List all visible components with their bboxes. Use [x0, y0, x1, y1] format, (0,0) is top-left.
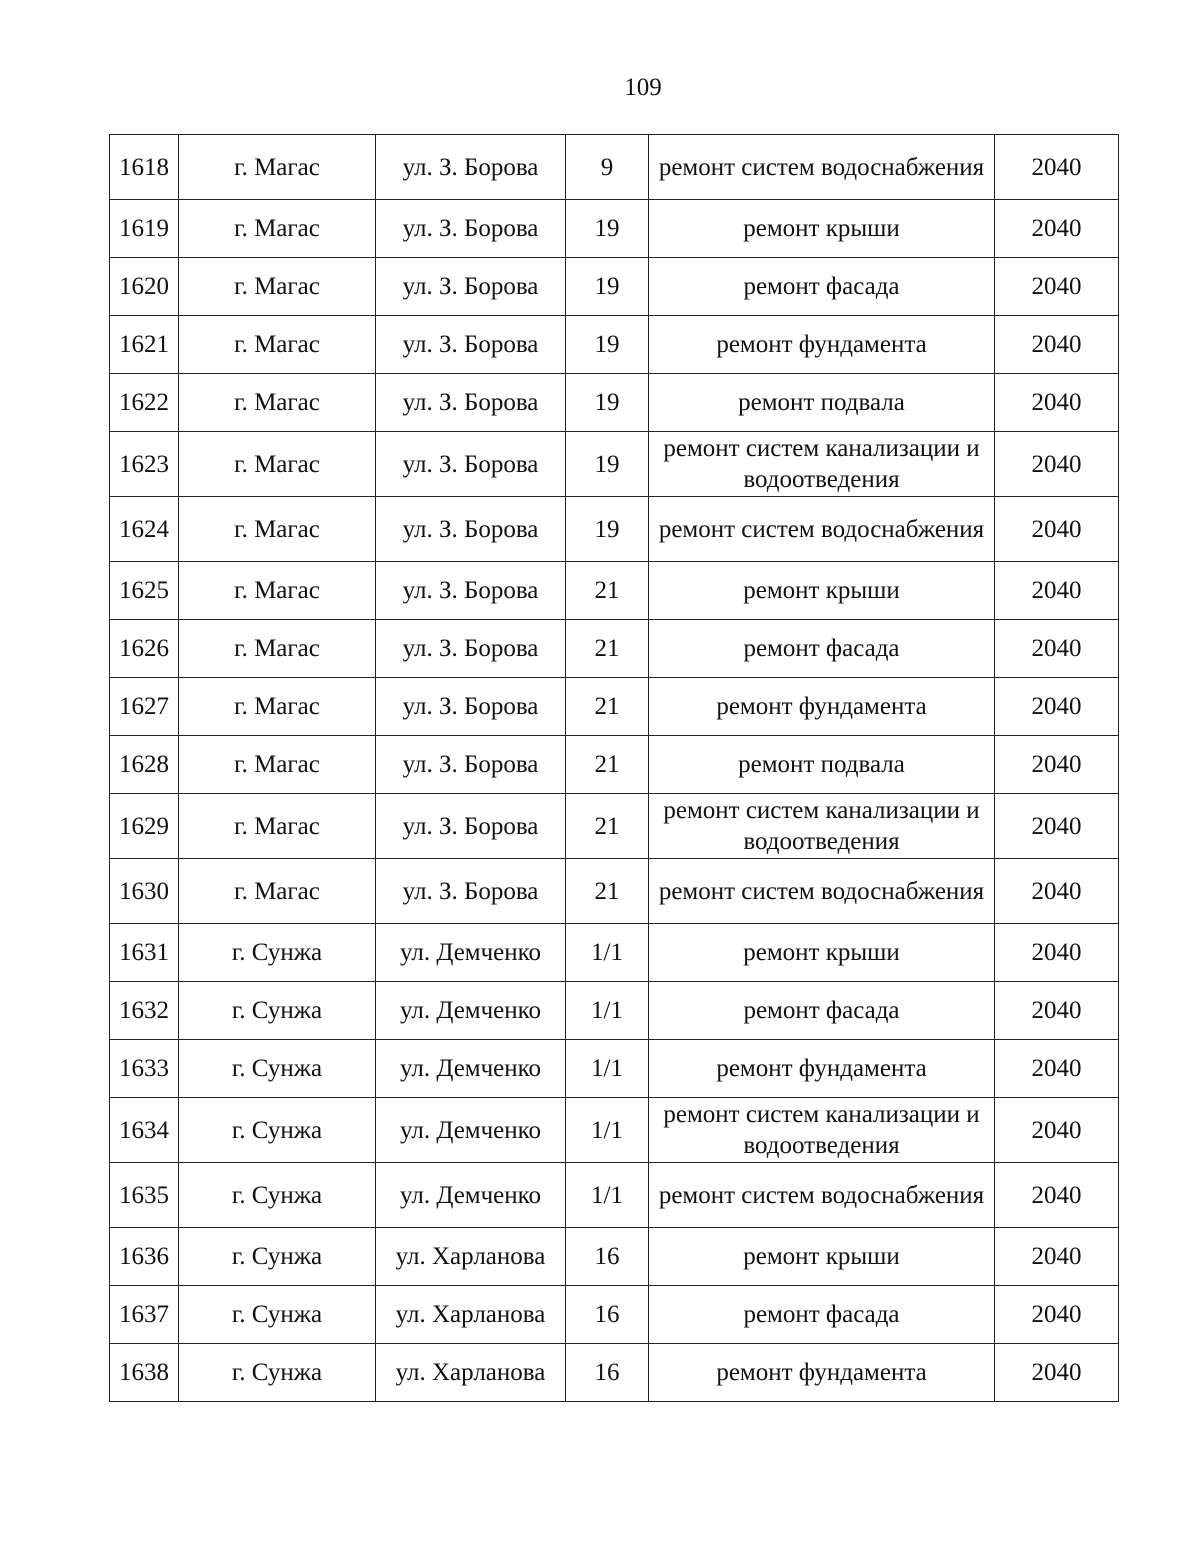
city-cell: г. Сунжа [179, 1040, 376, 1098]
table-row [110, 258, 1119, 316]
work-type-cell: ремонт фасада [649, 258, 995, 316]
house-number-cell: 21 [566, 736, 649, 794]
house-number-cell: 19 [566, 200, 649, 258]
city-cell: г. Сунжа [179, 924, 376, 982]
table-row [110, 1286, 1119, 1344]
city-cell: г. Сунжа [179, 982, 376, 1040]
year-cell: 2040 [995, 859, 1119, 924]
work-type-cell: ремонт систем канализации и водоотведения [649, 794, 995, 859]
year-cell: 2040 [995, 620, 1119, 678]
house-number-cell: 1/1 [566, 1040, 649, 1098]
row-number-cell: 1634 [110, 1098, 179, 1163]
street-cell: ул. Харланова [376, 1286, 566, 1344]
row-number-cell: 1628 [110, 736, 179, 794]
street-cell: ул. З. Борова [376, 497, 566, 562]
row-number-cell: 1636 [110, 1228, 179, 1286]
street-cell: ул. З. Борова [376, 736, 566, 794]
house-number-cell: 1/1 [566, 1163, 649, 1228]
year-cell: 2040 [995, 432, 1119, 497]
year-cell: 2040 [995, 258, 1119, 316]
year-cell: 2040 [995, 1228, 1119, 1286]
work-type-cell: ремонт систем водоснабжения [649, 1163, 995, 1228]
city-cell: г. Сунжа [179, 1286, 376, 1344]
house-number-cell: 19 [566, 374, 649, 432]
work-type-cell: ремонт фундамента [649, 1040, 995, 1098]
city-cell: г. Сунжа [179, 1163, 376, 1228]
work-type-cell: ремонт фасада [649, 982, 995, 1040]
city-cell: г. Магас [179, 620, 376, 678]
row-number-cell: 1627 [110, 678, 179, 736]
city-cell: г. Магас [179, 562, 376, 620]
work-type-cell: ремонт фундамента [649, 678, 995, 736]
page-number: 109 [624, 74, 662, 101]
work-type-cell: ремонт фасада [649, 620, 995, 678]
street-cell: ул. З. Борова [376, 200, 566, 258]
city-cell: г. Магас [179, 258, 376, 316]
year-cell: 2040 [995, 200, 1119, 258]
city-cell: г. Сунжа [179, 1228, 376, 1286]
house-number-cell: 1/1 [566, 924, 649, 982]
table-row [110, 562, 1119, 620]
street-cell: ул. Демченко [376, 924, 566, 982]
street-cell: ул. З. Борова [376, 562, 566, 620]
work-type-cell: ремонт фундамента [649, 316, 995, 374]
house-number-cell: 1/1 [566, 1098, 649, 1163]
city-cell: г. Магас [179, 135, 376, 200]
house-number-cell: 19 [566, 432, 649, 497]
work-type-cell: ремонт подвала [649, 736, 995, 794]
work-type-cell: ремонт систем водоснабжения [649, 859, 995, 924]
city-cell: г. Магас [179, 859, 376, 924]
row-number-cell: 1622 [110, 374, 179, 432]
house-number-cell: 19 [566, 497, 649, 562]
house-number-cell: 21 [566, 678, 649, 736]
city-cell: г. Магас [179, 200, 376, 258]
work-type-cell: ремонт систем канализации и водоотведения [649, 432, 995, 497]
house-number-cell: 21 [566, 859, 649, 924]
work-type-cell: ремонт крыши [649, 1228, 995, 1286]
city-cell: г. Магас [179, 374, 376, 432]
table-row [110, 1040, 1119, 1098]
city-cell: г. Магас [179, 316, 376, 374]
table-row [110, 620, 1119, 678]
house-number-cell: 16 [566, 1344, 649, 1402]
street-cell: ул. З. Борова [376, 135, 566, 200]
street-cell: ул. Демченко [376, 1163, 566, 1228]
row-number-cell: 1630 [110, 859, 179, 924]
work-type-cell: ремонт систем канализации и водоотведения [649, 1098, 995, 1163]
table-row [110, 982, 1119, 1040]
street-cell: ул. З. Борова [376, 678, 566, 736]
repair-schedule-table [109, 134, 1119, 1402]
street-cell: ул. З. Борова [376, 859, 566, 924]
street-cell: ул. З. Борова [376, 794, 566, 859]
house-number-cell: 9 [566, 135, 649, 200]
year-cell: 2040 [995, 924, 1119, 982]
city-cell: г. Магас [179, 794, 376, 859]
work-type-cell: ремонт систем водоснабжения [649, 135, 995, 200]
house-number-cell: 16 [566, 1286, 649, 1344]
house-number-cell: 21 [566, 562, 649, 620]
year-cell: 2040 [995, 135, 1119, 200]
row-number-cell: 1623 [110, 432, 179, 497]
year-cell: 2040 [995, 794, 1119, 859]
row-number-cell: 1624 [110, 497, 179, 562]
street-cell: ул. З. Борова [376, 374, 566, 432]
work-type-cell: ремонт систем водоснабжения [649, 497, 995, 562]
row-number-cell: 1621 [110, 316, 179, 374]
year-cell: 2040 [995, 1344, 1119, 1402]
city-cell: г. Магас [179, 497, 376, 562]
street-cell: ул. З. Борова [376, 620, 566, 678]
table-row [110, 200, 1119, 258]
row-number-cell: 1619 [110, 200, 179, 258]
city-cell: г. Магас [179, 432, 376, 497]
street-cell: ул. З. Борова [376, 432, 566, 497]
house-number-cell: 21 [566, 620, 649, 678]
city-cell: г. Сунжа [179, 1344, 376, 1402]
row-number-cell: 1633 [110, 1040, 179, 1098]
table-row [110, 1228, 1119, 1286]
table-row [110, 736, 1119, 794]
row-number-cell: 1620 [110, 258, 179, 316]
year-cell: 2040 [995, 1040, 1119, 1098]
table-row [110, 794, 1119, 859]
house-number-cell: 21 [566, 794, 649, 859]
table-row [110, 1163, 1119, 1228]
table-row [110, 432, 1119, 497]
row-number-cell: 1635 [110, 1163, 179, 1228]
city-cell: г. Магас [179, 736, 376, 794]
table-row [110, 1344, 1119, 1402]
table-row [110, 924, 1119, 982]
house-number-cell: 19 [566, 258, 649, 316]
street-cell: ул. З. Борова [376, 258, 566, 316]
house-number-cell: 19 [566, 316, 649, 374]
house-number-cell: 1/1 [566, 982, 649, 1040]
row-number-cell: 1618 [110, 135, 179, 200]
year-cell: 2040 [995, 374, 1119, 432]
year-cell: 2040 [995, 1286, 1119, 1344]
table-row [110, 1098, 1119, 1163]
work-type-cell: ремонт фундамента [649, 1344, 995, 1402]
city-cell: г. Сунжа [179, 1098, 376, 1163]
street-cell: ул. Харланова [376, 1344, 566, 1402]
table-row [110, 135, 1119, 200]
year-cell: 2040 [995, 1163, 1119, 1228]
year-cell: 2040 [995, 497, 1119, 562]
row-number-cell: 1626 [110, 620, 179, 678]
row-number-cell: 1637 [110, 1286, 179, 1344]
year-cell: 2040 [995, 316, 1119, 374]
work-type-cell: ремонт крыши [649, 924, 995, 982]
street-cell: ул. Демченко [376, 1040, 566, 1098]
table-row [110, 678, 1119, 736]
year-cell: 2040 [995, 736, 1119, 794]
city-cell: г. Магас [179, 678, 376, 736]
row-number-cell: 1629 [110, 794, 179, 859]
street-cell: ул. З. Борова [376, 316, 566, 374]
street-cell: ул. Демченко [376, 982, 566, 1040]
street-cell: ул. Демченко [376, 1098, 566, 1163]
row-number-cell: 1625 [110, 562, 179, 620]
year-cell: 2040 [995, 1098, 1119, 1163]
work-type-cell: ремонт крыши [649, 200, 995, 258]
table-row [110, 859, 1119, 924]
row-number-cell: 1638 [110, 1344, 179, 1402]
table-row [110, 497, 1119, 562]
year-cell: 2040 [995, 982, 1119, 1040]
work-type-cell: ремонт крыши [649, 562, 995, 620]
year-cell: 2040 [995, 678, 1119, 736]
row-number-cell: 1631 [110, 924, 179, 982]
row-number-cell: 1632 [110, 982, 179, 1040]
table-body [110, 135, 1119, 1402]
work-type-cell: ремонт фасада [649, 1286, 995, 1344]
table-row [110, 316, 1119, 374]
street-cell: ул. Харланова [376, 1228, 566, 1286]
house-number-cell: 16 [566, 1228, 649, 1286]
work-type-cell: ремонт подвала [649, 374, 995, 432]
year-cell: 2040 [995, 562, 1119, 620]
table-row [110, 374, 1119, 432]
